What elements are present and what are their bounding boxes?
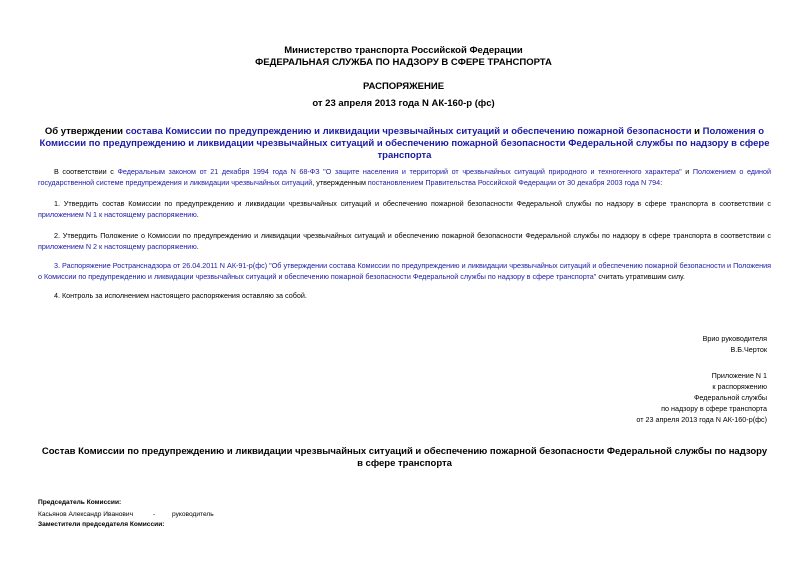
document-header — [0, 45, 807, 69]
appendix-block — [636, 370, 767, 425]
item-2-paragraph — [38, 230, 771, 252]
item-1-text: . — [196, 210, 199, 219]
federal-law-link[interactable]: Федеральным законом от 21 декабря 1994 года N 68-ФЗ "О защите населения и территорий от чрезвычайных ситуаций природного и техногенного характера" — [117, 167, 682, 176]
government-decree-link[interactable]: постановлением Правительства Российской Федерации от 30 декабря 2003 года N 794 — [367, 178, 661, 187]
chair-role: руководитель — [172, 511, 214, 518]
appendix-line: от 23 апреля 2013 года N АК-160-р(фс) — [636, 415, 767, 424]
item-1-text: 1. Утвердить состав Комиссии по предупреждению и ликвидации чрезвычайных ситуаций и обеспечению пожарной безопасности Федеральной службы по надзору в сфере транспорта в соответствии с — [54, 199, 771, 208]
appendix-line: к распоряжению — [712, 382, 767, 391]
item-2-text: . — [196, 242, 199, 251]
document-title — [38, 126, 771, 162]
title-link-composition[interactable]: состава Комиссии по предупреждению и ликвидации чрезвычайных ситуаций и обеспечению пожарной безопасности — [125, 126, 692, 137]
item-3-text: считать утратившим силу. — [596, 272, 685, 281]
item-3-paragraph — [38, 260, 771, 282]
ministry-name: Министерство транспорта Российской Федерации — [284, 45, 523, 56]
item-2-text: 2. Утвердить Положение о Комиссии по предупреждению и ликвидации чрезвычайных ситуаций и обеспечению пожарной безопасности Федеральной службы по надзору в сфере транспорта в соответствии с — [54, 231, 771, 240]
document-date: от 23 апреля 2013 года N АК-160-р (фс) — [312, 98, 495, 109]
signature-position: Врио руководителя — [702, 334, 767, 343]
document-type: РАСПОРЯЖЕНИЕ — [362, 81, 445, 92]
intro-paragraph — [38, 166, 771, 188]
deputies-label: Заместители председателя Комиссии: — [38, 521, 165, 528]
title-link-regulation[interactable]: Положения о Комиссии по предупреждению и ликвидации чрезвычайных ситуаций и обеспечению пожарной безопасности Федеральной службы по надзору в сфере транспорта — [39, 126, 770, 161]
signature-block — [703, 333, 767, 355]
chair-name: Касьянов Александр Иванович — [38, 511, 134, 518]
title-text: Об утверждении — [44, 126, 126, 137]
intro-text: и — [681, 167, 693, 176]
chair-dash: - — [153, 511, 156, 518]
regulation-link[interactable]: Положением о единой государственной системе предупреждения и ликвидации чрезвычайных ситуаций — [38, 167, 771, 187]
appendix-1-link[interactable]: приложением N 1 к настоящему распоряжению — [38, 210, 197, 219]
item-1-paragraph — [38, 198, 771, 220]
item-4-paragraph — [38, 290, 771, 301]
signature-name: В.Б.Черток — [730, 345, 767, 354]
item-4-text: 4. Контроль за исполнением настоящего распоряжения оставляю за собой. — [54, 291, 307, 300]
intro-text: : — [660, 178, 663, 187]
previous-order-link[interactable]: 3. Распоряжение Ространснадзора от 26.04.2011 N АК-91-р(фс) "Об утверждении состава Комиссии по предупреждению и ликвидации чрезвычайных ситуаций и обеспечению пожарной безопасности и Положения о Комиссии по предупреждению и ликвидации чрезвычайных ситуаций и обеспечению пожарной безопасности Федеральной службы по надзору в сфере транспорта" — [38, 261, 771, 281]
intro-text: В соответствии с — [54, 167, 118, 176]
appendix-line: по надзору в сфере транспорта — [661, 404, 767, 413]
appendix-2-link[interactable]: приложением N 2 к настоящему распоряжению — [38, 242, 197, 251]
composition-title: Состав Комиссии по предупреждению и ликвидации чрезвычайных ситуаций и обеспечению пожарной безопасности Федеральной службы по надзору в сфере транспорта — [41, 446, 768, 469]
appendix-line: Приложение N 1 — [711, 371, 767, 380]
appendix-line: Федеральной службы — [693, 393, 767, 402]
intro-text: , утвержденным — [312, 178, 368, 187]
service-name: ФЕДЕРАЛЬНАЯ СЛУЖБА ПО НАДЗОРУ В СФЕРЕ ТРАНСПОРТА — [255, 57, 552, 68]
chair-label: Председатель Комиссии: — [38, 499, 122, 506]
title-text: и — [691, 126, 703, 137]
